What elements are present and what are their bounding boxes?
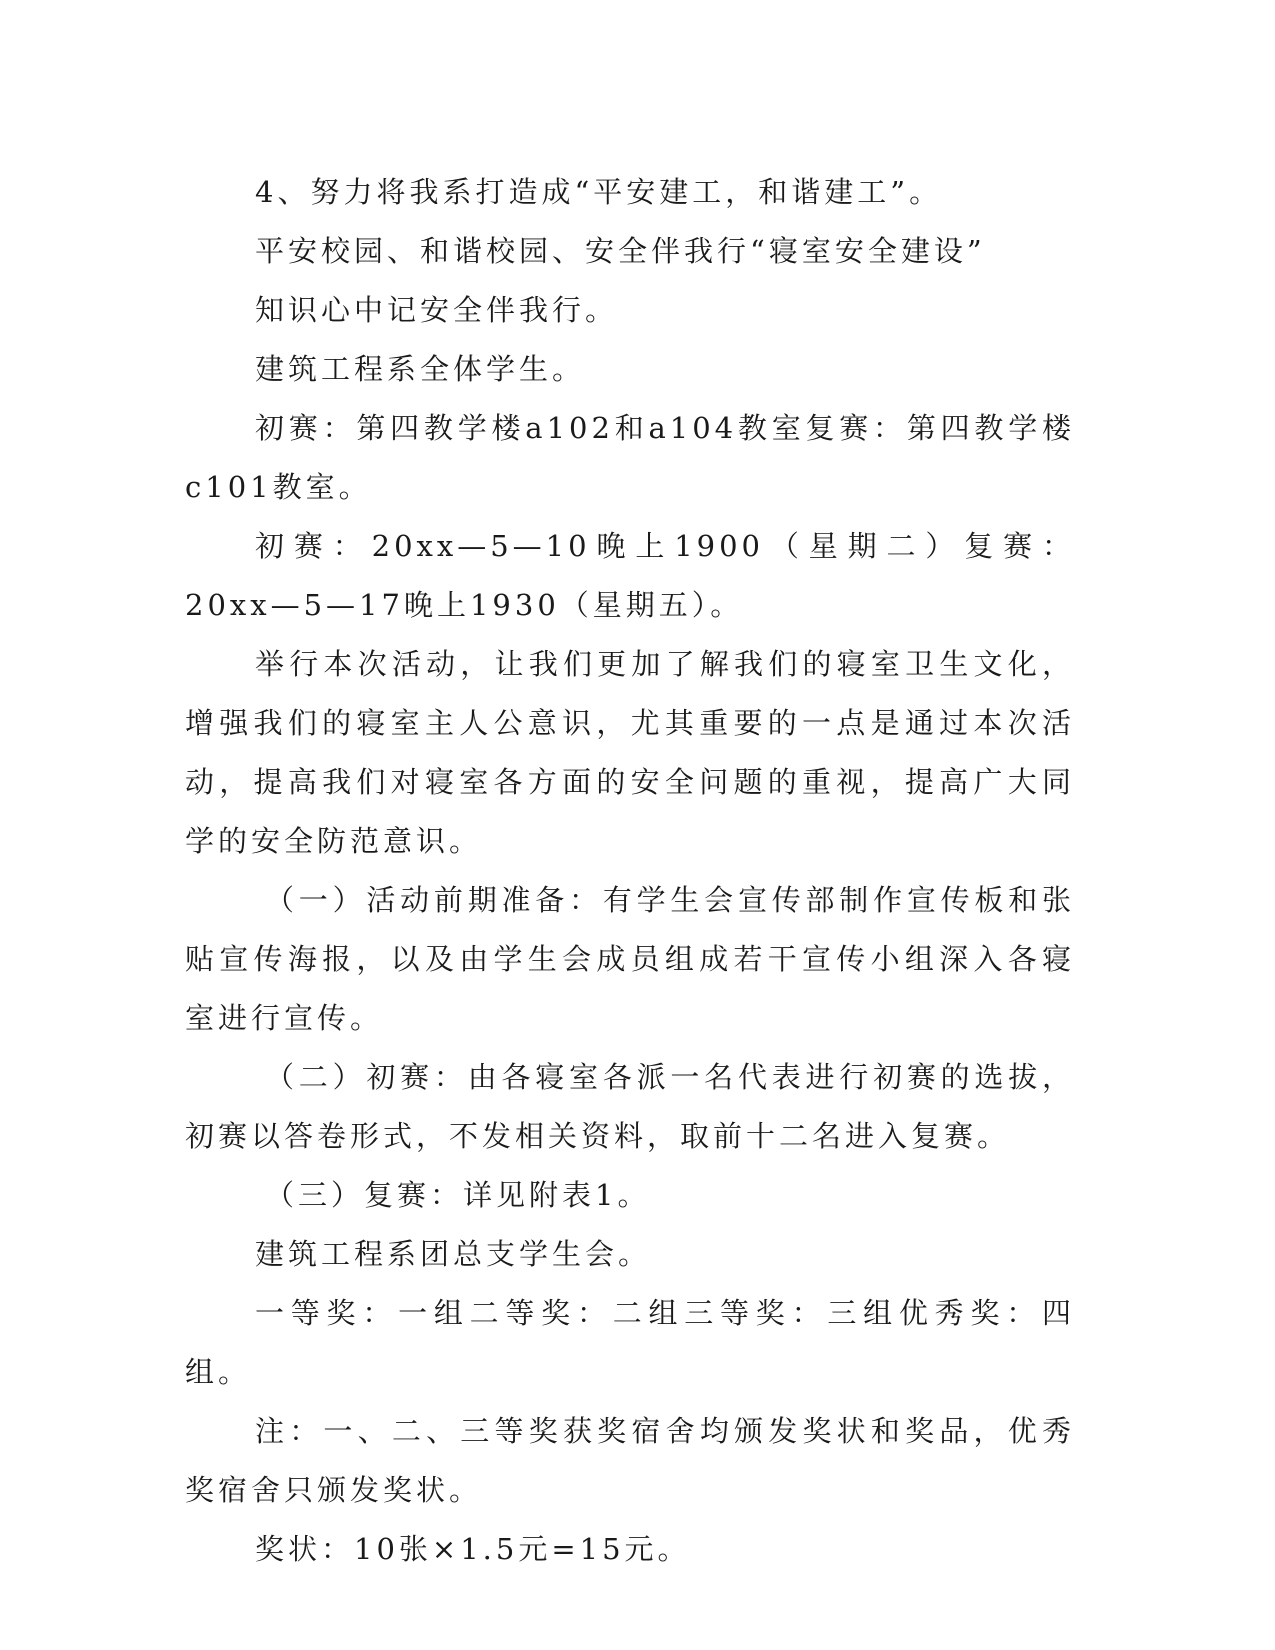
document-body — [185, 163, 1075, 1579]
paragraph-participants: 建筑工程系全体学生。 — [255, 352, 586, 386]
paragraph-step-3: （三）复赛：详见附表1。 — [265, 1178, 651, 1212]
paragraph-organizer: 建筑工程系团总支学生会。 — [255, 1237, 652, 1271]
paragraph-step-1: （一）活动前期准备：有学生会宣传部制作宣传板和张贴宣传海报，以及由学生会成员组成若干宣传小组深入各寝室进行宣传。 — [185, 883, 1075, 1035]
paragraph-theme: 平安校园、和谐校园、安全伴我行“寝室安全建设” — [255, 234, 986, 268]
paragraph-slogan: 知识心中记安全伴我行。 — [255, 293, 619, 327]
paragraph-budget: 奖状：10张×1.5元=15元。 — [255, 1532, 691, 1566]
paragraph-note: 注：一、二、三等奖获奖宿舍均颁发奖状和奖品，优秀奖宿舍只颁发奖状。 — [185, 1414, 1075, 1507]
paragraph-awards: 一等奖：一组二等奖：二组三等奖：三组优秀奖：四组。 — [185, 1296, 1075, 1389]
paragraph-goal-4: 4、努力将我系打造成“平安建工，和谐建工”。 — [255, 175, 943, 209]
paragraph-venue: 初赛：第四教学楼a102和a104教室复赛：第四教学楼c101教室。 — [185, 411, 1075, 504]
paragraph-time: 初赛：20xx—5—10晚上1900（星期二）复赛：20xx—5—17晚上1930（星期五）。 — [185, 529, 1075, 622]
paragraph-purpose: 举行本次活动，让我们更加了解我们的寝室卫生文化，增强我们的寝室主人公意识，尤其重要的一点是通过本次活动，提高我们对寝室各方面的安全问题的重视，提高广大同学的安全防范意识。 — [185, 647, 1075, 858]
paragraph-step-2: （二）初赛：由各寝室各派一名代表进行初赛的选拔，初赛以答卷形式，不发相关资料，取前十二名进入复赛。 — [185, 1060, 1075, 1153]
